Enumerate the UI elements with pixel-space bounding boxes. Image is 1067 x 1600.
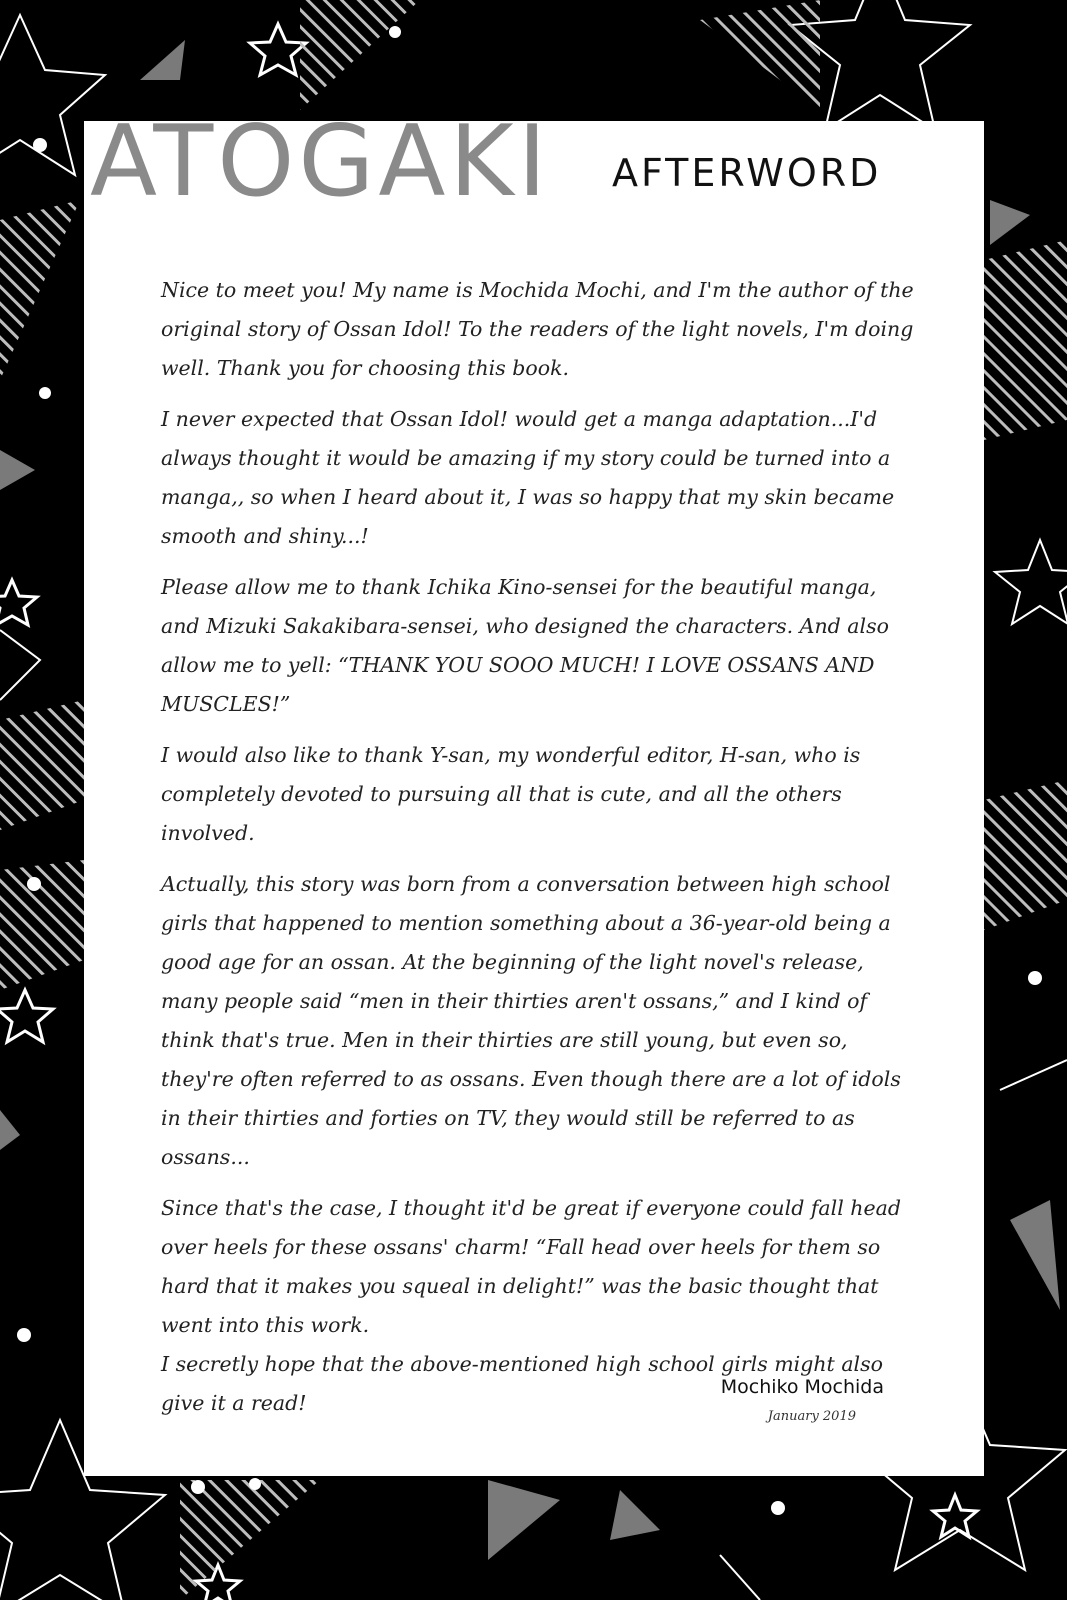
star-outline-icon (0, 990, 53, 1042)
star-outline-icon (933, 1495, 977, 1537)
gray-triangle-shape (1010, 1200, 1060, 1310)
white-dot-shape (17, 1328, 31, 1342)
striped-triangle-shape (180, 1480, 320, 1600)
striped-triangle-shape (984, 240, 1067, 440)
gray-triangle-shape (990, 200, 1030, 245)
striped-triangle-shape (700, 0, 820, 110)
atogaki-title: ATOGAKI (90, 105, 551, 219)
gray-triangle-shape (140, 40, 185, 80)
gray-triangle-shape (0, 450, 35, 490)
body-paragraph-4: I would also like to thank Y-san, my wonderful editor, H-san, who is completely devoted to pursuing all that is cute, and all the others involved. (161, 743, 861, 845)
star-outline-icon (250, 24, 306, 75)
afterword-heading: AFTERWORD (612, 151, 882, 195)
gray-triangle-shape (488, 1480, 560, 1560)
striped-triangle-shape (0, 860, 84, 990)
afterword-body (161, 271, 921, 1435)
body-paragraph-3: Please allow me to thank Ichika Kino-sensei for the beautiful manga, and Mizuki Sakakibara-sensei, who designed the characters. And also allow me to yell: “THANK YOU SOOO MUCH! I LOVE OSSANS AND MUSCLES!” (161, 575, 889, 716)
white-dot-shape (27, 877, 41, 891)
striped-triangle-shape (984, 780, 1067, 930)
white-dot-shape (771, 1501, 785, 1515)
white-dot-shape (33, 138, 47, 152)
striped-triangle-shape (300, 0, 420, 110)
striped-triangle-shape (0, 700, 84, 830)
afterword-page (84, 105, 984, 1476)
body-paragraph-7: I secretly hope that the above-mentioned high school girls might also give it a read! (161, 1352, 883, 1415)
line-accent-shape (720, 1555, 760, 1600)
body-paragraph-6: Since that's the case, I thought it'd be great if everyone could fall head over heels for these ossans' charm! “Fall head over heels for them so hard that it makes you squeal in delight!” was the basic thought that went into this work. (161, 1196, 901, 1337)
white-dot-shape (389, 26, 401, 38)
white-dot-shape (249, 1478, 261, 1490)
line-accent-shape (1000, 1060, 1067, 1090)
line-accent-shape (0, 630, 40, 700)
body-paragraph-5: Actually, this story was born from a conversation between high school girls that happened to mention something about a 36-year-old being a good age for an ossan. At the beginning of the light novel's release, many people said “men in their thirties aren't ossans,” and I kind of think that's true. Men in their thirties are still young, but even so, they're often referred to as ossans. Even though there are a lot of idols in their thirties and forties on TV, they would still be referred to as ossans... (161, 872, 901, 1169)
author-signature: Mochiko Mochida (720, 1376, 884, 1398)
striped-triangle-shape (0, 200, 80, 380)
body-paragraph-1: Nice to meet you! My name is Mochida Mochi, and I'm the author of the original story of Ossan Idol! To the readers of the light novels, I'm doing well. Thank you for choosing this book. (161, 278, 914, 380)
star-outline-icon (995, 540, 1067, 624)
white-dot-shape (39, 387, 51, 399)
star-outline-icon (0, 580, 37, 625)
white-dot-shape (191, 1480, 205, 1494)
body-paragraph-2: I never expected that Ossan Idol! would get a manga adaptation...I'd always thought it would be amazing if my story could be turned into a manga,, so when I heard about it, I was so happy that my skin became smooth and shiny...! (161, 407, 895, 548)
gray-triangle-shape (610, 1490, 660, 1540)
signature-date: January 2019 (767, 1409, 856, 1424)
white-dot-shape (1028, 971, 1042, 985)
gray-triangle-shape (0, 1110, 20, 1150)
